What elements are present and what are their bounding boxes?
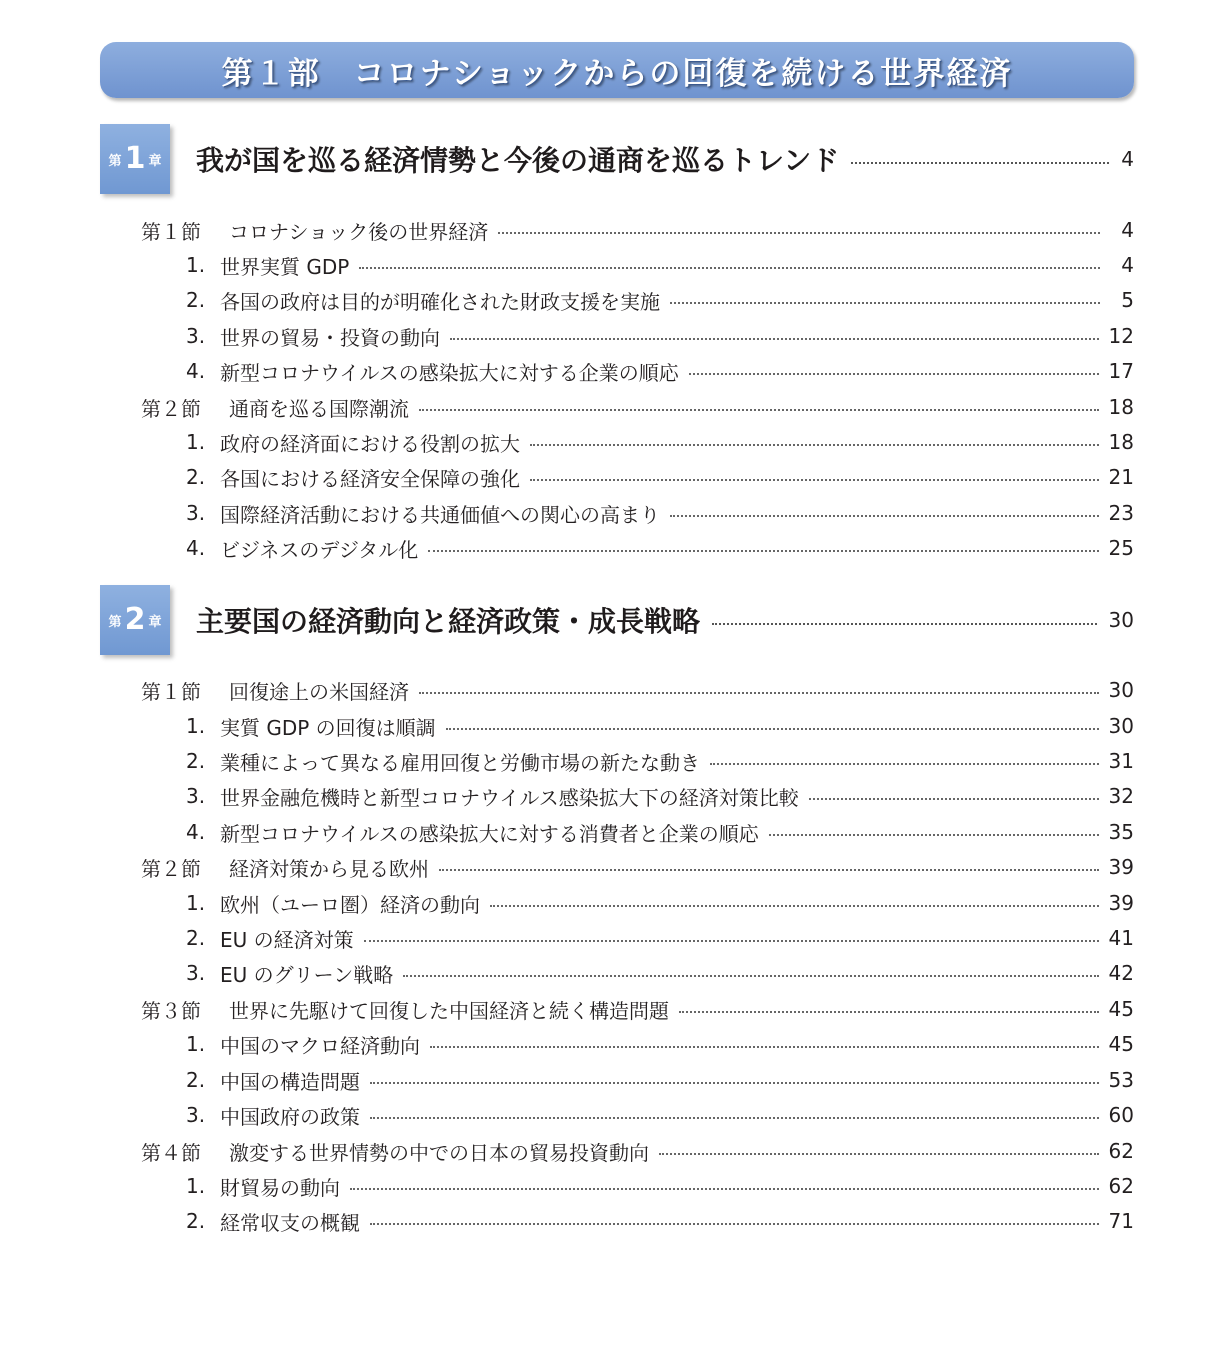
chapter-page-number: 4 — [1121, 147, 1134, 171]
dot-leader — [364, 940, 1099, 942]
entry-number: 第２節 — [141, 856, 201, 881]
entry-page-number: 5 — [1121, 288, 1134, 312]
entry-title: 世界に先駆けて回復した中国経済と続く構造問題 — [229, 998, 669, 1023]
dot-leader — [679, 1011, 1099, 1013]
chapter-heading[interactable] — [100, 124, 1134, 196]
badge-prefix: 第 — [108, 614, 122, 630]
entry-number: 2. — [186, 749, 206, 773]
toc-item-entry[interactable] — [186, 498, 1134, 528]
entry-number: 1. — [186, 430, 206, 454]
entry-number: 1. — [186, 1174, 206, 1198]
dot-leader — [430, 1046, 1099, 1048]
toc-item-entry[interactable] — [186, 462, 1134, 492]
entry-number: 第１節 — [141, 219, 201, 244]
dot-leader — [689, 373, 1099, 375]
toc-item-entry[interactable] — [186, 285, 1134, 315]
dot-leader — [490, 905, 1099, 907]
entry-page-number: 4 — [1121, 253, 1134, 277]
entry-title: 欧州（ユーロ圏）経済の動向 — [220, 892, 480, 917]
entry-number: 1. — [186, 714, 206, 738]
toc-section-entry[interactable] — [141, 675, 1134, 705]
toc-item-entry[interactable] — [186, 533, 1134, 563]
entry-title: EU の経済対策 — [220, 927, 354, 952]
entry-page-number: 35 — [1108, 820, 1134, 844]
entry-page-number: 30 — [1108, 714, 1134, 738]
dot-leader — [446, 728, 1099, 730]
entry-page-number: 30 — [1108, 678, 1134, 702]
entry-title: 財貿易の動向 — [220, 1175, 340, 1200]
entry-number: 1. — [186, 1032, 206, 1056]
dot-leader — [350, 1188, 1099, 1190]
entry-number: 2. — [186, 1068, 206, 1092]
dot-leader — [359, 267, 1100, 269]
entry-number: 3. — [186, 324, 206, 348]
chapter-line — [196, 142, 1134, 176]
entry-page-number: 62 — [1108, 1174, 1134, 1198]
toc-item-entry[interactable] — [186, 1171, 1134, 1201]
badge-suffix: 章 — [148, 153, 162, 169]
entry-title: EU のグリーン戦略 — [220, 962, 394, 987]
entry-page-number: 23 — [1108, 501, 1134, 525]
dot-leader — [809, 798, 1099, 800]
entry-title: 新型コロナウイルスの感染拡大に対する企業の順応 — [220, 360, 679, 385]
entry-title: 世界の貿易・投資の動向 — [220, 325, 440, 350]
entry-title: 国際経済活動における共通価値への関心の高まり — [220, 502, 660, 527]
entry-page-number: 41 — [1108, 926, 1134, 950]
entry-title: 回復途上の米国経済 — [229, 679, 409, 704]
dot-leader — [670, 302, 1100, 304]
entry-title: 経常収支の概観 — [220, 1210, 360, 1235]
chapter-badge — [100, 585, 170, 655]
entry-title: 経済対策から見る欧州 — [229, 856, 429, 881]
entry-page-number: 31 — [1108, 749, 1134, 773]
dot-leader — [530, 444, 1099, 446]
toc-item-entry[interactable] — [186, 923, 1134, 953]
toc-item-entry[interactable] — [186, 888, 1134, 918]
chapter-heading[interactable] — [100, 585, 1134, 657]
chapter-title: 主要国の経済動向と経済政策・成長戦略 — [196, 605, 701, 638]
entry-number: 4. — [186, 536, 206, 560]
dot-leader — [450, 338, 1099, 340]
dot-leader — [428, 550, 1098, 552]
entry-page-number: 25 — [1108, 536, 1134, 560]
entry-page-number: 39 — [1108, 855, 1134, 879]
badge-number: 1 — [124, 141, 146, 176]
entry-title: 通商を巡る国際潮流 — [229, 396, 409, 421]
part-banner — [100, 42, 1134, 98]
entry-number: 第３節 — [141, 998, 201, 1023]
badge-number: 2 — [124, 602, 146, 637]
entry-page-number: 12 — [1108, 324, 1134, 348]
entry-title: 世界金融危機時と新型コロナウイルス感染拡大下の経済対策比較 — [220, 785, 799, 810]
entry-page-number: 53 — [1108, 1068, 1134, 1092]
entry-page-number: 17 — [1108, 359, 1134, 383]
entry-title: 中国のマクロ経済動向 — [220, 1033, 420, 1058]
toc-item-entry[interactable] — [186, 958, 1134, 988]
entry-title: 実質 GDP の回復は順調 — [220, 715, 436, 740]
entry-page-number: 71 — [1108, 1209, 1134, 1233]
toc-item-entry[interactable] — [186, 817, 1134, 847]
toc-section-entry[interactable] — [141, 852, 1134, 882]
entry-page-number: 32 — [1108, 784, 1134, 808]
chapter-title: 我が国を巡る経済情勢と今後の通商を巡るトレンド — [196, 144, 840, 177]
toc-item-entry[interactable] — [186, 1065, 1134, 1095]
toc-section-entry[interactable] — [141, 392, 1134, 422]
toc-section-entry[interactable] — [141, 1136, 1134, 1166]
toc-item-entry[interactable] — [186, 781, 1134, 811]
dot-leader — [710, 763, 1099, 765]
entry-title: ビジネスのデジタル化 — [220, 537, 419, 562]
entry-number: 4. — [186, 820, 206, 844]
dot-leader — [670, 515, 1099, 517]
dot-leader — [659, 1153, 1099, 1155]
toc-item-entry[interactable] — [186, 356, 1134, 386]
toc-item-entry[interactable] — [186, 1100, 1134, 1130]
entry-title: 各国の政府は目的が明確化された財政支援を実施 — [220, 289, 660, 314]
dot-leader — [419, 409, 1099, 411]
entry-title: 激変する世界情勢の中での日本の貿易投資動向 — [229, 1140, 649, 1165]
dot-leader — [370, 1223, 1099, 1225]
entry-page-number: 45 — [1108, 1032, 1134, 1056]
entry-title: 世界実質 GDP — [220, 254, 350, 279]
toc-item-entry[interactable] — [186, 321, 1134, 351]
entry-page-number: 21 — [1108, 465, 1134, 489]
entry-number: 3. — [186, 501, 206, 525]
dot-leader — [439, 869, 1099, 871]
toc-item-entry[interactable] — [186, 1206, 1134, 1236]
dot-leader — [712, 623, 1097, 625]
entry-page-number: 39 — [1108, 891, 1134, 915]
entry-page-number: 60 — [1108, 1103, 1134, 1127]
entry-title: 中国の構造問題 — [220, 1069, 360, 1094]
entry-number: 1. — [186, 891, 206, 915]
entry-title: 新型コロナウイルスの感染拡大に対する消費者と企業の順応 — [220, 821, 759, 846]
entry-number: 2. — [186, 1209, 206, 1233]
entry-number: 2. — [186, 288, 206, 312]
entry-title: 各国における経済安全保障の強化 — [220, 466, 520, 491]
entry-number: 第２節 — [141, 396, 201, 421]
part-title: 第１部 コロナショックからの回復を続ける世界経済 — [221, 55, 1013, 92]
toc-section-entry[interactable] — [141, 215, 1134, 245]
entry-title: コロナショック後の世界経済 — [229, 219, 489, 244]
entry-number: 2. — [186, 926, 206, 950]
entry-title: 業種によって異なる雇用回復と労働市場の新たな動き — [220, 750, 700, 775]
dot-leader — [498, 232, 1100, 234]
toc-item-entry[interactable] — [186, 250, 1134, 280]
chapter-badge — [100, 124, 170, 194]
entry-page-number: 62 — [1108, 1139, 1134, 1163]
entry-number: 3. — [186, 961, 206, 985]
toc-item-entry[interactable] — [186, 1029, 1134, 1059]
entry-page-number: 45 — [1108, 997, 1134, 1021]
chapter-page-number: 30 — [1108, 608, 1134, 632]
dot-leader — [769, 834, 1099, 836]
entry-title: 政府の経済面における役割の拡大 — [220, 431, 520, 456]
badge-suffix: 章 — [148, 614, 162, 630]
toc-item-entry[interactable] — [186, 711, 1134, 741]
dot-leader — [403, 975, 1098, 977]
dot-leader — [419, 692, 1099, 694]
entry-number: 3. — [186, 1103, 206, 1127]
dot-leader — [530, 479, 1099, 481]
badge-prefix: 第 — [108, 153, 122, 169]
entry-title: 中国政府の政策 — [220, 1104, 360, 1129]
entry-page-number: 4 — [1121, 218, 1134, 242]
entry-page-number: 18 — [1108, 430, 1134, 454]
dot-leader — [370, 1117, 1099, 1119]
toc-item-entry[interactable] — [186, 427, 1134, 457]
toc-section-entry[interactable] — [141, 994, 1134, 1024]
entry-number: 第１節 — [141, 679, 201, 704]
entry-number: 第４節 — [141, 1140, 201, 1165]
entry-number: 3. — [186, 784, 206, 808]
toc-item-entry[interactable] — [186, 746, 1134, 776]
entry-number: 2. — [186, 465, 206, 489]
entry-page-number: 42 — [1108, 961, 1134, 985]
dot-leader — [851, 162, 1109, 164]
entry-number: 4. — [186, 359, 206, 383]
entry-number: 1. — [186, 253, 206, 277]
entry-page-number: 18 — [1108, 395, 1134, 419]
dot-leader — [370, 1082, 1099, 1084]
chapter-line — [196, 603, 1134, 637]
